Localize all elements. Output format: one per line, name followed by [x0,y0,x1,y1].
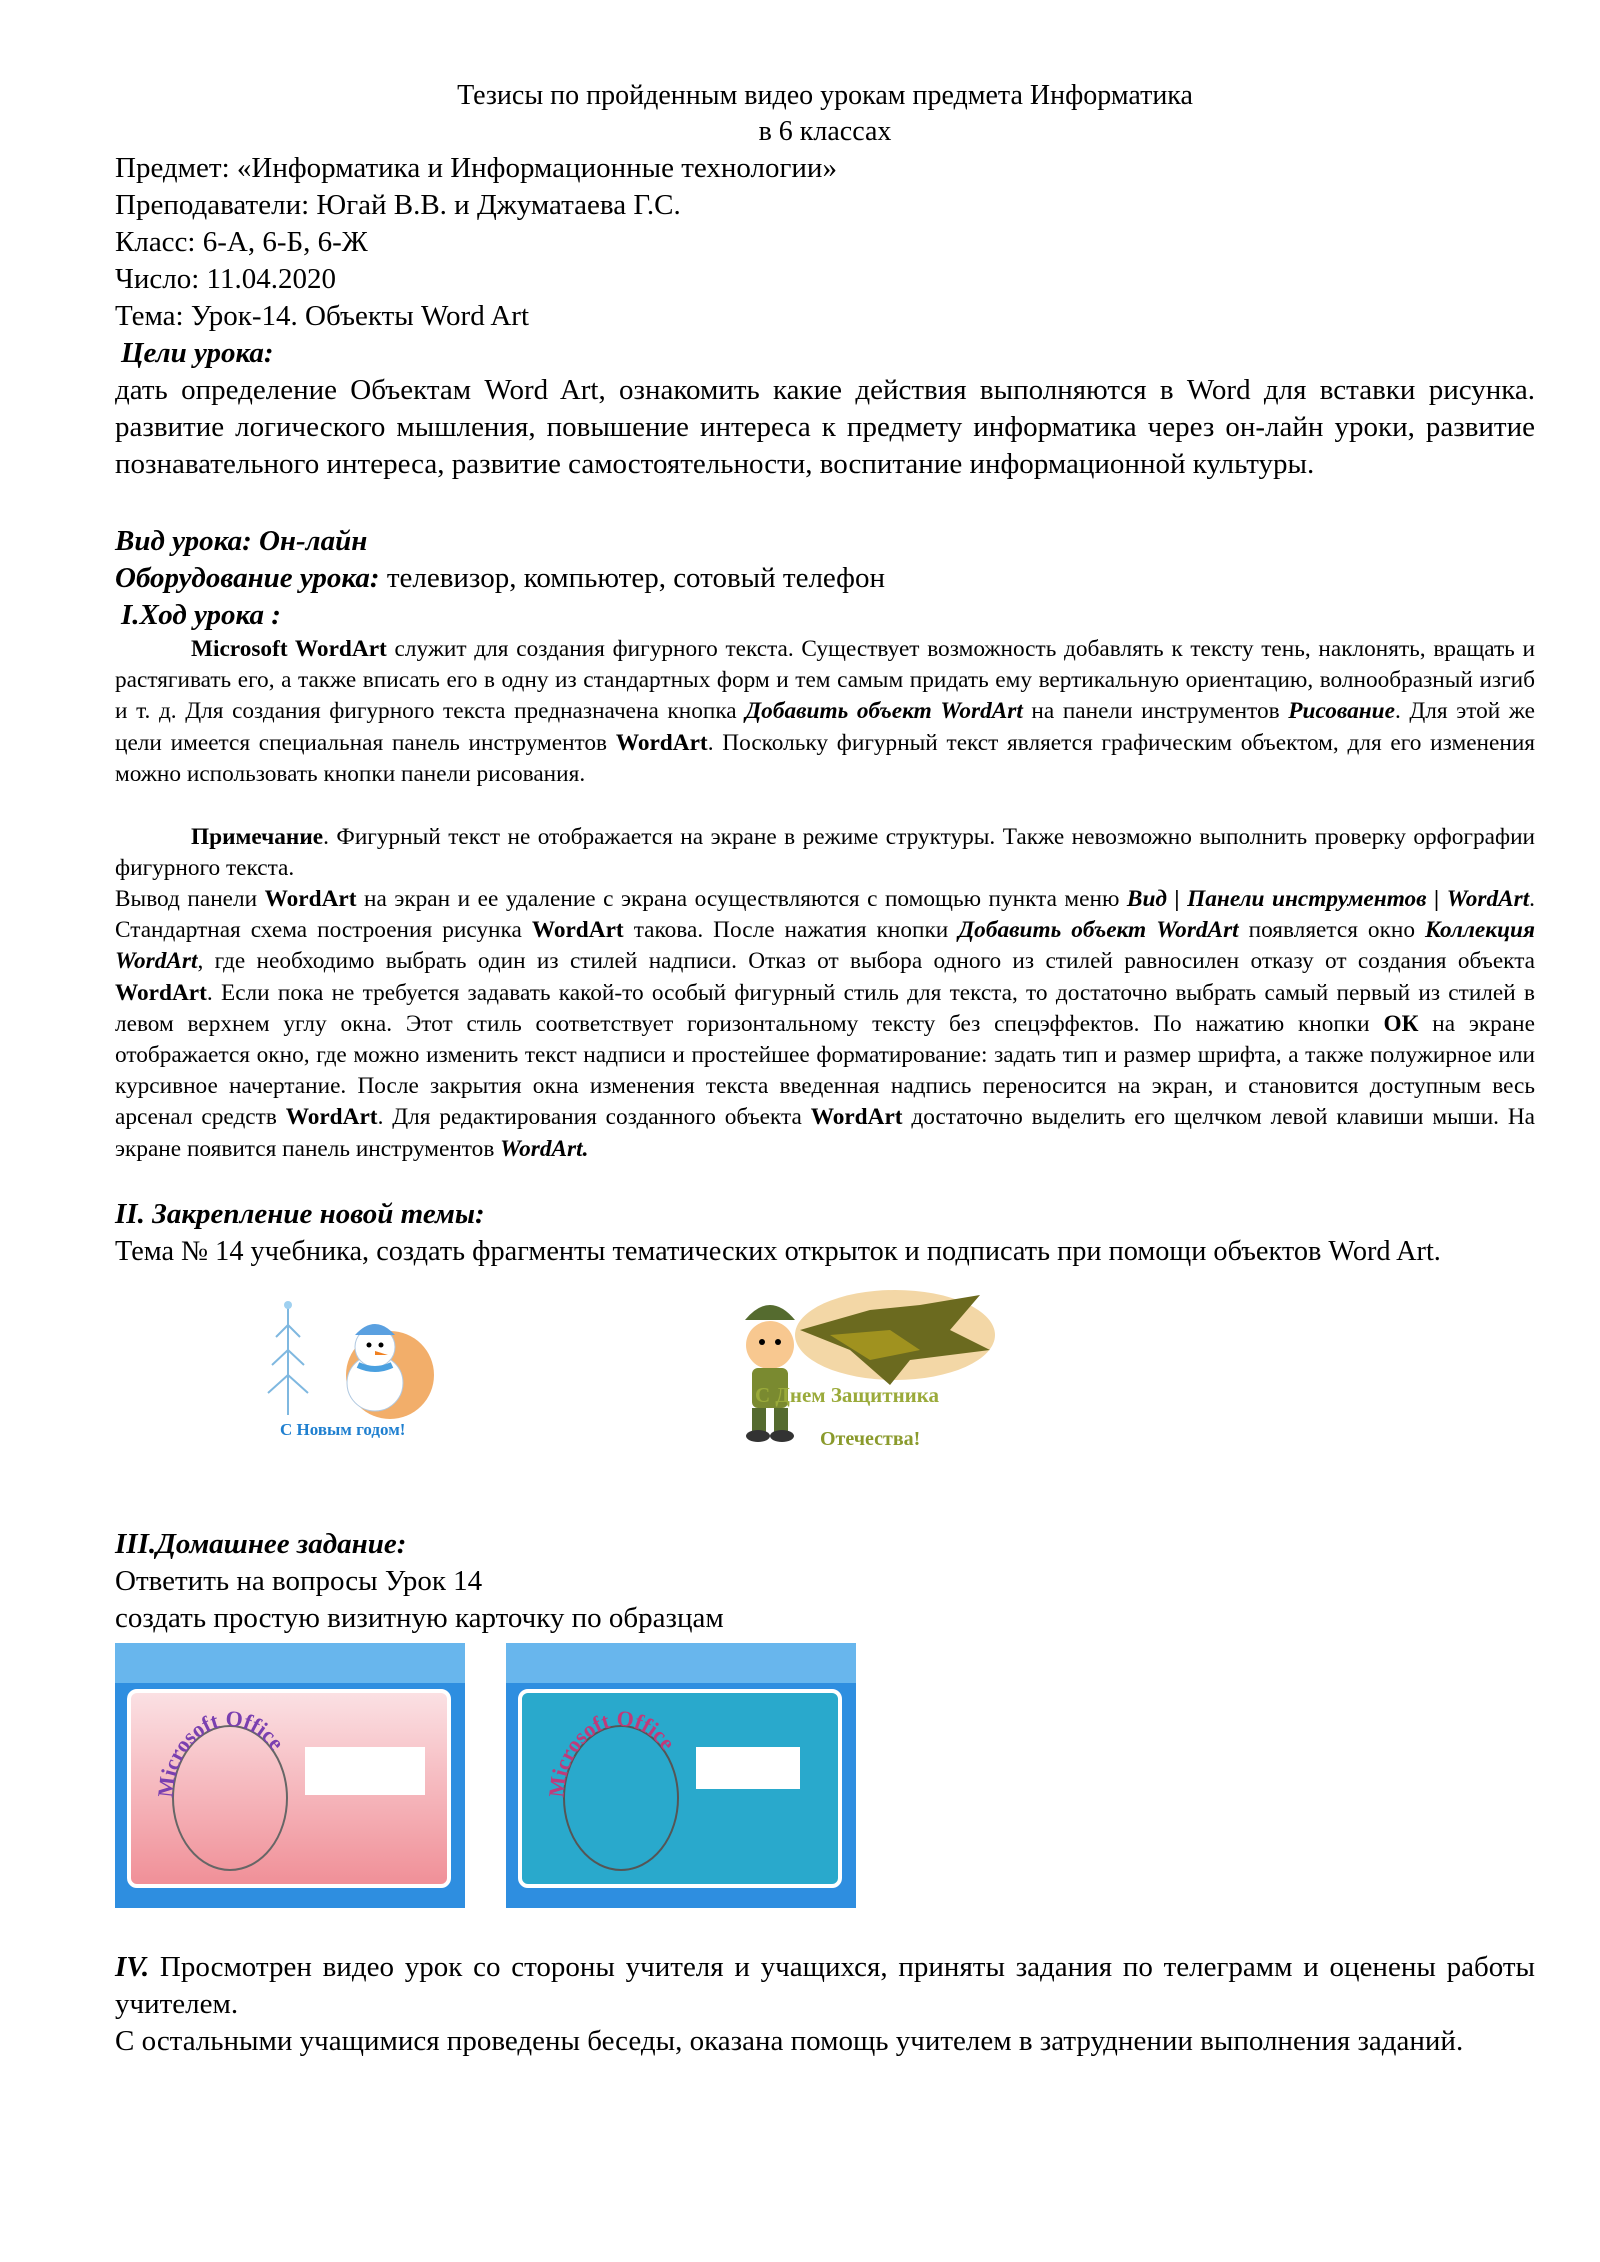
arc-wordart-pink: Microsoft Office [152,1705,290,1799]
p3-text-6: , где необходимо выбрать один из стилей надписи. Отказ от выбора одного из стилей равносилен отказу от создания объекта [197,948,1535,975]
goals-heading: Цели урока: [121,337,274,369]
section4-paragraph2: С остальными учащимися проведены беседы, оказана помощь учителем в затруднении выполнения заданий. [115,2025,1464,2057]
equipment-value: телевизор, компьютер, сотовый телефон [379,562,885,594]
section3-heading: III.Домашнее задание: [115,1528,407,1560]
p3-text-5: появляется окно [1238,917,1426,944]
section2-heading: II. Закрепление новой темы: [115,1198,485,1230]
business-card-sample-teal [506,1643,856,1908]
p3-bolditalic-2: Добавить объект WordArt [958,917,1239,944]
p3-bolditalic-4: WordArt. [500,1135,589,1162]
section1-paragraph3 [115,884,1535,1165]
business-card-pink-graphic [115,1643,465,1908]
section3-line1: Ответить на вопросы Урок 14 [115,1565,483,1597]
p1-bold-1: Microsoft WordArt [191,636,387,662]
p1-bolditalic-2: Рисование [1288,698,1395,725]
soldier-plane-illustration [590,1290,1040,1465]
p3-text-1: Вывод панели [115,886,265,912]
p3-bold-6: WordArt [810,1104,903,1131]
p2-text-1: . Фигурный текст не отображается на экране в режиме структуры. Также невозможно выполнить проверку орфографии фигурного текста. [115,824,1535,882]
section2-text: Тема № 14 учебника, создать фрагменты тематических открыток и подписать при помощи объектов Word Art. [115,1236,1441,1267]
section4-label: IV. [115,1951,150,1983]
snowman-illustration [250,1295,465,1450]
p1-bolditalic-1: Добавить объект WordArt [745,698,1023,725]
meta-topic: Тема: Урок-14. Объекты Word Art [115,300,530,332]
doc-title-line1: Тезисы по пройденным видео урокам предмета Информатика [457,80,1193,111]
goals-text: дать определение Объектам Word Art, ознакомить какие действия выполняются в Word для вставки рисунка. развитие логического мышления, повышение интереса к предмету информатика через он-лайн уроки, развитие познавательного интереса, развитие самостоятельности, воспитание информационной культуры. [115,374,1535,480]
section4-text1: Просмотрен видео урок со стороны учителя и учащихся, приняты задания по телеграмм и оценены работы учителем. [115,1951,1535,2020]
p3-text-9: . Для редактирования созданного объекта [377,1104,811,1131]
business-card-sample-pink [115,1643,465,1908]
p1-text-1: служит для создания фигурного текста. Существует возможность добавлять к тексту тень, наклонять, вращать и растягивать его, а также вписать его в одну из стандартных форм и тем самым придать ему вертикальную ориентацию, волнообразный изгиб и т. д. Для создания фигурного текста предназначена кнопка [115,636,1535,725]
p3-bold-1: WordArt [264,886,357,912]
equipment-label: Оборудование урока: [115,562,380,594]
meta-teachers: Преподаватели: Югай В.В. и Джуматаева Г.С. [115,189,681,221]
business-card-teal-graphic [506,1643,856,1908]
p1-text-3: . Для этой же цели имеется специальная панель инструментов [115,698,1535,756]
defender-day-card-image [590,1290,1040,1465]
section4-paragraph1 [115,1949,1535,2023]
meta-date: Число: 11.04.2020 [115,263,336,295]
p3-bold-2: WordArt [531,917,624,944]
new-year-card-image [250,1295,465,1450]
p3-text-2: на экран и ее удаление с экрана осуществляются с помощью пункта меню [356,886,1127,912]
p3-bolditalic-3: Коллекция WordArt [115,917,1535,975]
doc-title-line2: в 6 классах [758,116,892,147]
p2-bold-1: Примечание [191,824,324,850]
arc-wordart-teal: Microsoft Office [543,1705,681,1799]
section3-line2: создать простую визитную карточку по образцам [115,1602,724,1634]
meta-class: Класс: 6-А, 6-Б, 6-Ж [115,226,368,258]
p3-bolditalic-1: Вид | Панели инструментов | WordArt [1126,886,1530,912]
meta-subject: Предмет: «Информатика и Информационные технологии» [115,152,837,184]
p3-text-7: . Если пока не требуется задавать какой-то особый фигурный стиль для текста, то достаточно выбрать самый первый из стилей в левом верхнем углу окна. Этот стиль соответствует горизонтальному тексту без спецэффектов. По нажатию кнопки [115,979,1535,1037]
equipment-line [115,560,1535,597]
section1-paragraph2 [115,822,1535,884]
p1-text-2: на панели инструментов [1022,698,1289,725]
p3-bold-5: WordArt [285,1104,378,1131]
p3-text-3: . Стандартная схема построения рисунка [115,886,1535,944]
p3-bold-4: ОК [1383,1010,1419,1037]
p3-text-8: на экране отображается окно, где можно изменить текст надписи и простейшее форматирование: задать тип и размер шрифта, а также полужирное или курсивное начертание. После закрытия окна изменения текста введенная надпись переносится на экран, и становится доступным весь арсенал средств [115,1010,1535,1131]
p3-text-10: достаточно выделить его щелчком левой клавиши мыши. На экране появится панель инструментов [115,1104,1536,1162]
section1-heading: I.Ход урока : [121,599,281,631]
new-year-wordart: С Новым годом! [280,1420,406,1439]
p3-bold-3: WordArt [115,979,207,1006]
defender-wordart-line2: Отечества! [820,1428,921,1450]
lesson-type: Вид урока: Он-лайн [115,525,368,557]
section1-paragraph1 [115,634,1535,790]
p1-text-4: . Поскольку фигурный текст является графическим объектом, для его изменения можно использовать кнопки панели рисования. [115,729,1536,787]
p1-bold-2: WordArt [615,729,708,756]
p3-text-4: такова. После нажатия кнопки [623,917,959,944]
defender-wordart-line1: С Днем Защитника [755,1383,940,1407]
